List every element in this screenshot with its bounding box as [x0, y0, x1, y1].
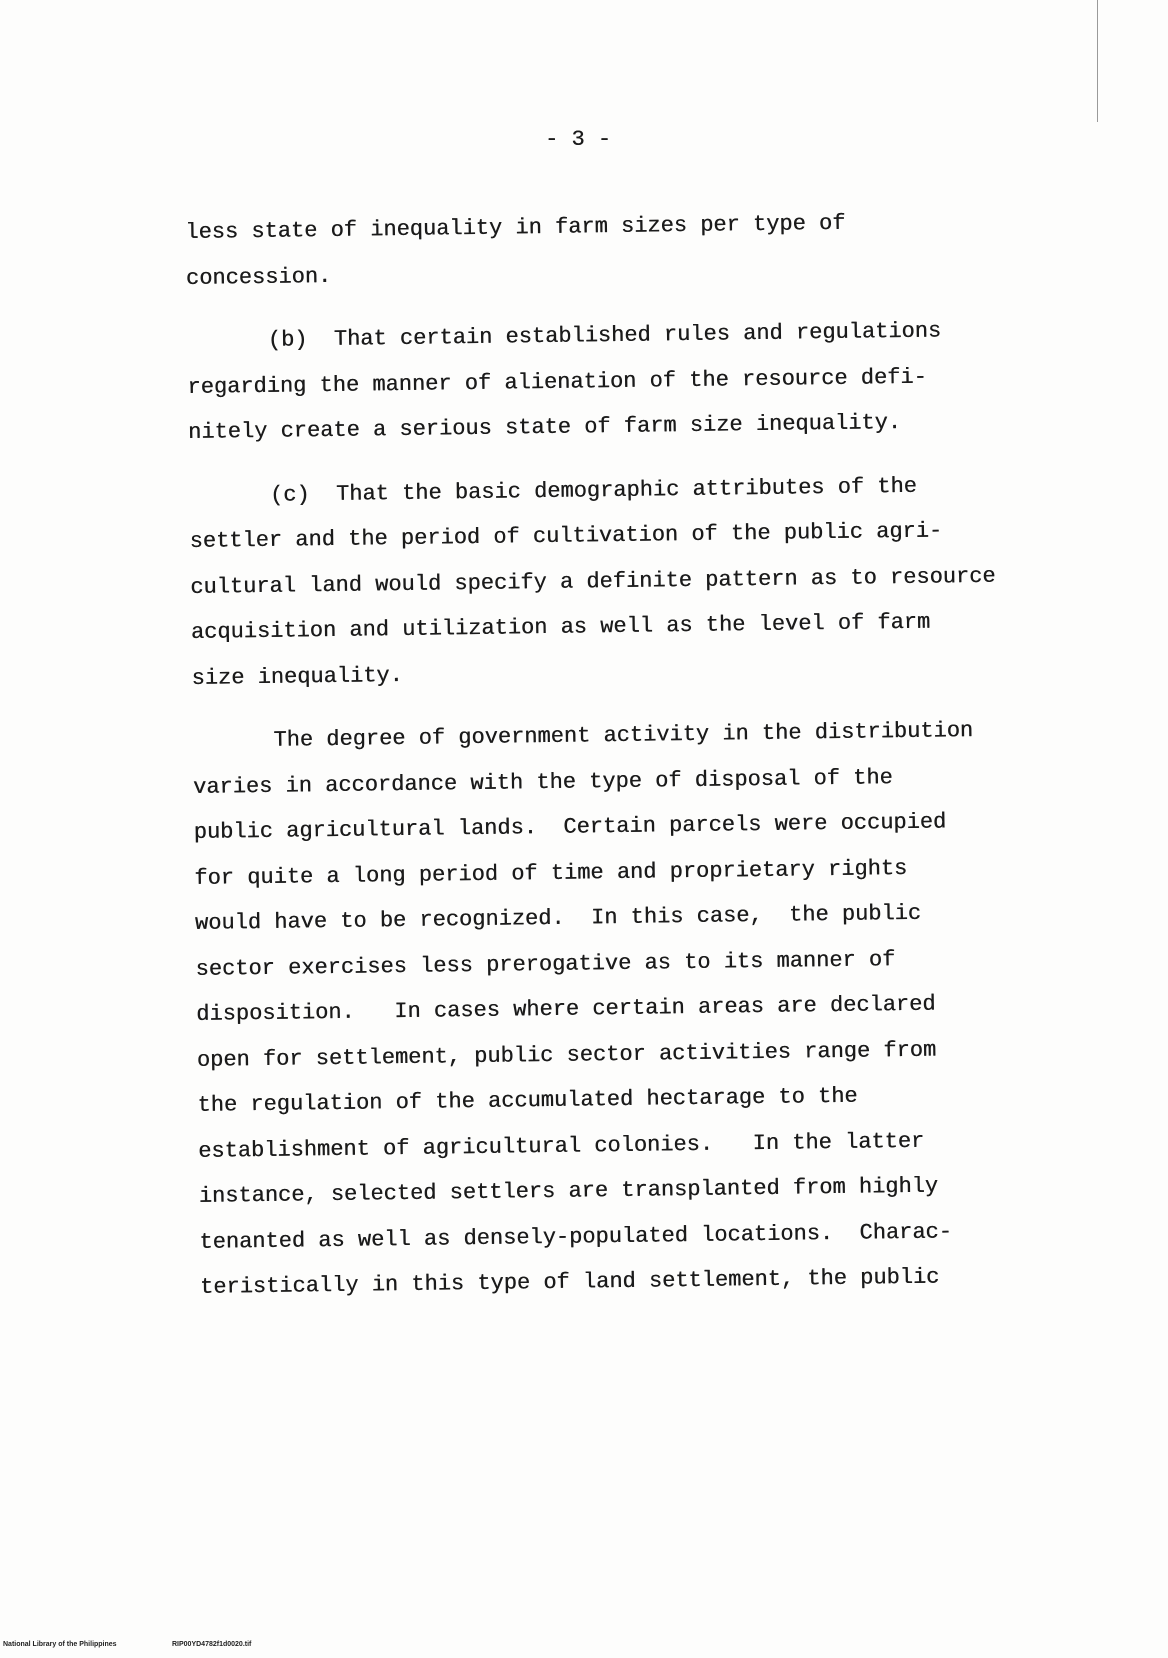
text-line: instance, selected settlers are transplanted from highly: [198, 1173, 939, 1209]
text-line: size inequality.: [191, 662, 403, 691]
text-line: disposition. In cases where certain areas are declared: [196, 991, 936, 1027]
text-line: would have to be recognized. In this case, the public: [194, 900, 922, 936]
text-line: tenanted as well as densely-populated locations. Charac-: [199, 1218, 953, 1255]
text-line: sector exercises less prerogative as to its manner of: [195, 946, 896, 982]
paragraph-continuation: [185, 198, 1066, 301]
paragraph-b: [187, 307, 1069, 456]
text-line: nitely create a serious state of farm size inequality.: [187, 410, 902, 445]
text-line: (b) That certain established rules and regulations: [267, 318, 942, 353]
text-line: teristically in this type of land settlement, the public: [199, 1264, 940, 1300]
text-line: The degree of government activity in the distribution: [273, 718, 974, 753]
text-line: (c) That the basic demographic attributes of the: [269, 473, 918, 508]
text-line: establishment of agricultural colonies. In the latter: [197, 1128, 925, 1164]
text-line: varies in accordance with the type of disposal of the: [192, 764, 893, 800]
footer-library-credit: National Library of the Philippines: [3, 1641, 117, 1648]
paragraph-government-activity: [192, 707, 1080, 1311]
text-line: acquisition and utilization as well as the level of farm: [190, 609, 931, 645]
text-line: for quite a long period of time and proprietary rights: [194, 855, 908, 891]
text-line: regarding the manner of alienation of the resource defi-: [187, 364, 927, 400]
text-line: the regulation of the accumulated hectarage to the: [197, 1083, 858, 1118]
paragraph-c: [189, 461, 1072, 701]
page-number: - 3 -: [545, 127, 612, 152]
text-line: settler and the period of cultivation of the public agri-: [189, 518, 943, 554]
document-body: [185, 198, 1080, 1311]
text-line: less state of inequality in farm sizes per type of: [185, 210, 846, 245]
text-line: concession.: [185, 263, 332, 291]
text-line: cultural land would specify a definite pattern as to resource: [190, 563, 996, 600]
scan-edge-line: [1097, 0, 1098, 122]
text-line: open for settlement, public sector activities range from: [196, 1037, 937, 1073]
text-line: public agricultural lands. Certain parcels were occupied: [193, 809, 947, 845]
footer-file-name: RIP00YD4782f1d0020.tif: [172, 1641, 252, 1648]
